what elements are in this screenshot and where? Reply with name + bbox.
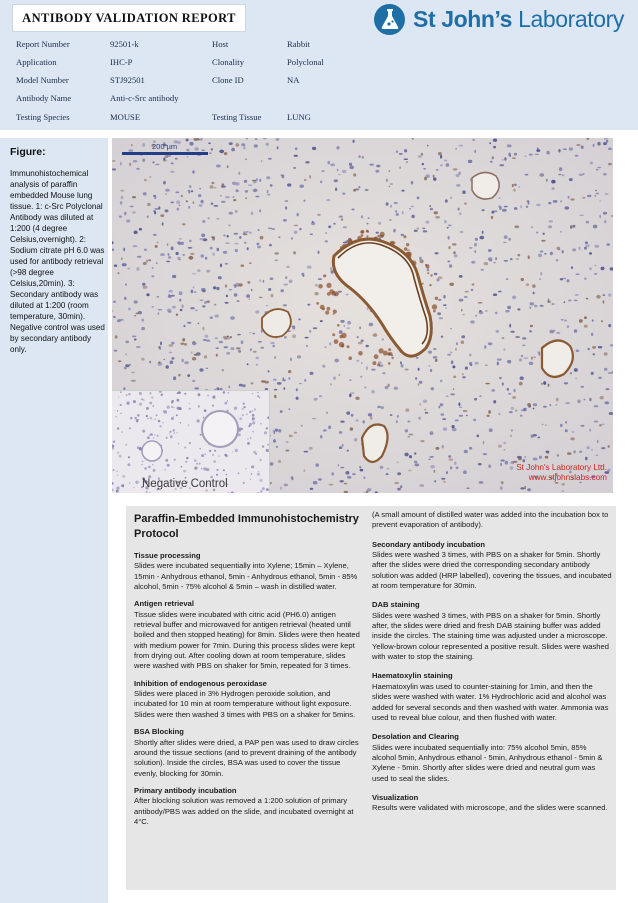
flask-icon [374,4,405,35]
model-number-label: Model Number [16,75,69,85]
lab-watermark [516,463,607,483]
section-heading-antigen-retrieval: Antigen retrieval [134,599,194,609]
section-body-secondary-antibody: Slides were washed 3 times, with PBS on a shaker for 5min. Shortly after the slides were dried the corresponding secondary antibody solution was added (HRP labelled), covering the tissues, and incubated at room temperature for 30min. [372,550,612,591]
application-value: IHC-P [110,57,133,67]
section-body-visualization: Results were validated with microscope, and the slides were scanned. [372,803,608,813]
section-heading-bsa-blocking: BSA Blocking [134,727,184,737]
clone-id-label: Clone ID [212,75,244,85]
protocol-right-column [372,510,612,814]
testing-species-value: MOUSE [110,112,141,122]
scale-bar [122,152,208,155]
section-heading-haematoxylin: Haematoxylin staining [372,671,453,681]
section-heading-dab-staining: DAB staining [372,600,420,610]
ihc-micrograph [112,138,613,493]
report-number-label: Report Number [16,39,70,49]
protocol-panel [126,506,616,890]
antibody-name-label: Antibody Name [16,93,72,103]
section-body-primary-antibody: After blocking solution was removed a 1:200 solution of primary antibody/PBS was added on the slide, and incubated overnight at 4°C. [134,796,354,826]
company-logo [374,2,636,36]
section-body-desolation: Slides were incubated sequentially into: 75% alcohol 5min, 85% alcohol 5min, Anhydrous ethanol - 5min, Anhydrous ethanol - 5min & Xylene - 5min. Shortly after slides were dried and neutral gum was used to seal the slides. [372,742,603,783]
testing-species-label: Testing Species [16,112,70,122]
protocol-title: Paraffin-Embedded Immunohistochemistry Protocol [134,513,359,540]
section-heading-peroxidase: Inhibition of endogenous peroxidase [134,678,267,688]
logo-suffix: Laboratory [518,5,625,32]
section-body-peroxidase: Slides were placed in 3% Hydrogen peroxide solution, and incubated for 10 min at room temperature without light exposure. Slides were then washed 3 times with PBS on a shaker for 5mins. [134,689,356,719]
logo-text [413,6,624,33]
section-heading-desolation: Desolation and Clearing [372,732,459,742]
watermark-company: St John's Laboratory Ltd. [516,463,607,472]
figure-description: Immunohistochemical analysis of paraffin embedded Mouse lung tissue. 1: c-Src Polyclonal Antibody was diluted at 1:200 (4 degree Celsius,overnight). 2: Sodium citrate pH 6.0 was used for antibody retrieval (>98 degree Celsius,20min). 3: Secondary antibody was diluted at 1:200 (room temperature, 30min). Negative control was used by secondary antibody only. [10,169,105,354]
section-heading-tissue-processing: Tissue processing [134,551,201,560]
section-intro-evaporation: (A small amount of distilled water was added into the incubation box to prevent evaporation of antibody). [372,510,609,530]
figure-heading: Figure: [10,146,46,158]
scale-bar-label: 200 µm [152,142,178,151]
clonality-label: Clonality [212,57,244,67]
report-number-value: 92501-k [110,39,139,49]
clone-id-value: NA [287,75,300,85]
section-body-antigen-retrieval: Tissue slides were incubated with citric acid (PH6.0) antigen retrieval buffer and microwaved for antigen retrieval (heated until boiled and then stopped heating) for 8min. Slides were then heated with medium power for 7min. During this process slides were kept from drying out. After cooling down at room temperature, slides were washed with PBS on shaker for 5min, repeated for 3 times. [134,609,360,671]
section-body-tissue-processing: Slides were incubated sequentially into Xylene; 15min – Xylene, 15min - Anhydrous ethanol, 5min - Anhydrous ethanol, 5min - 85% alcohol, 5min - 75% alcohol & 5min – wash in distilled water. [134,561,358,592]
section-heading-primary-antibody: Primary antibody incubation [134,785,237,795]
watermark-url: www.stjohnslabs.com [528,473,607,482]
antibody-name-value: Anti-c-Src antibody [110,93,179,103]
testing-tissue-label: Testing Tissue [212,112,262,122]
testing-tissue-value: LUNG [287,112,311,122]
section-body-dab-staining: Slides were washed 3 times, with PBS on a shaker for 5min. Shortly after, the slides were dried and fresh DAB staining buffer was added inside the circles. The staining time was adjusted under a microscope. Yellow-brown colour represented a positive result. Slides were washed with water to stop the staining. [372,610,609,662]
application-label: Application [16,57,57,67]
negative-control-inset [112,390,270,493]
section-body-bsa-blocking: Shortly after slides were dried, a PAP pen was used to draw circles around the tissue sections (and to prevent draining of the antibody solution). Inside the circles, BSA was used to cover the tissue evenly, blocking for 30min. [134,737,359,778]
report-title: ANTIBODY VALIDATION REPORT [12,4,246,32]
section-heading-visualization: Visualization [372,792,419,802]
clonality-value: Polyclonal [287,57,324,67]
protocol-left-column [134,506,362,827]
logo-brand: St John’s [413,5,513,32]
model-number-value: STJ92501 [110,75,145,85]
section-body-haematoxylin: Haematoxylin was used to counter-staining for 1min, and then the slides were washed with water. 1% Hydrochloric acid and alcohol was added for several seconds and then washed with water. Ammonia was used to reveal blue colour, and then flushed with water. [372,681,609,722]
negative-control-label: Negative Control [142,478,228,490]
host-value: Rabbit [287,39,310,49]
host-label: Host [212,39,229,49]
section-heading-secondary-antibody: Secondary antibody incubation [372,539,486,549]
